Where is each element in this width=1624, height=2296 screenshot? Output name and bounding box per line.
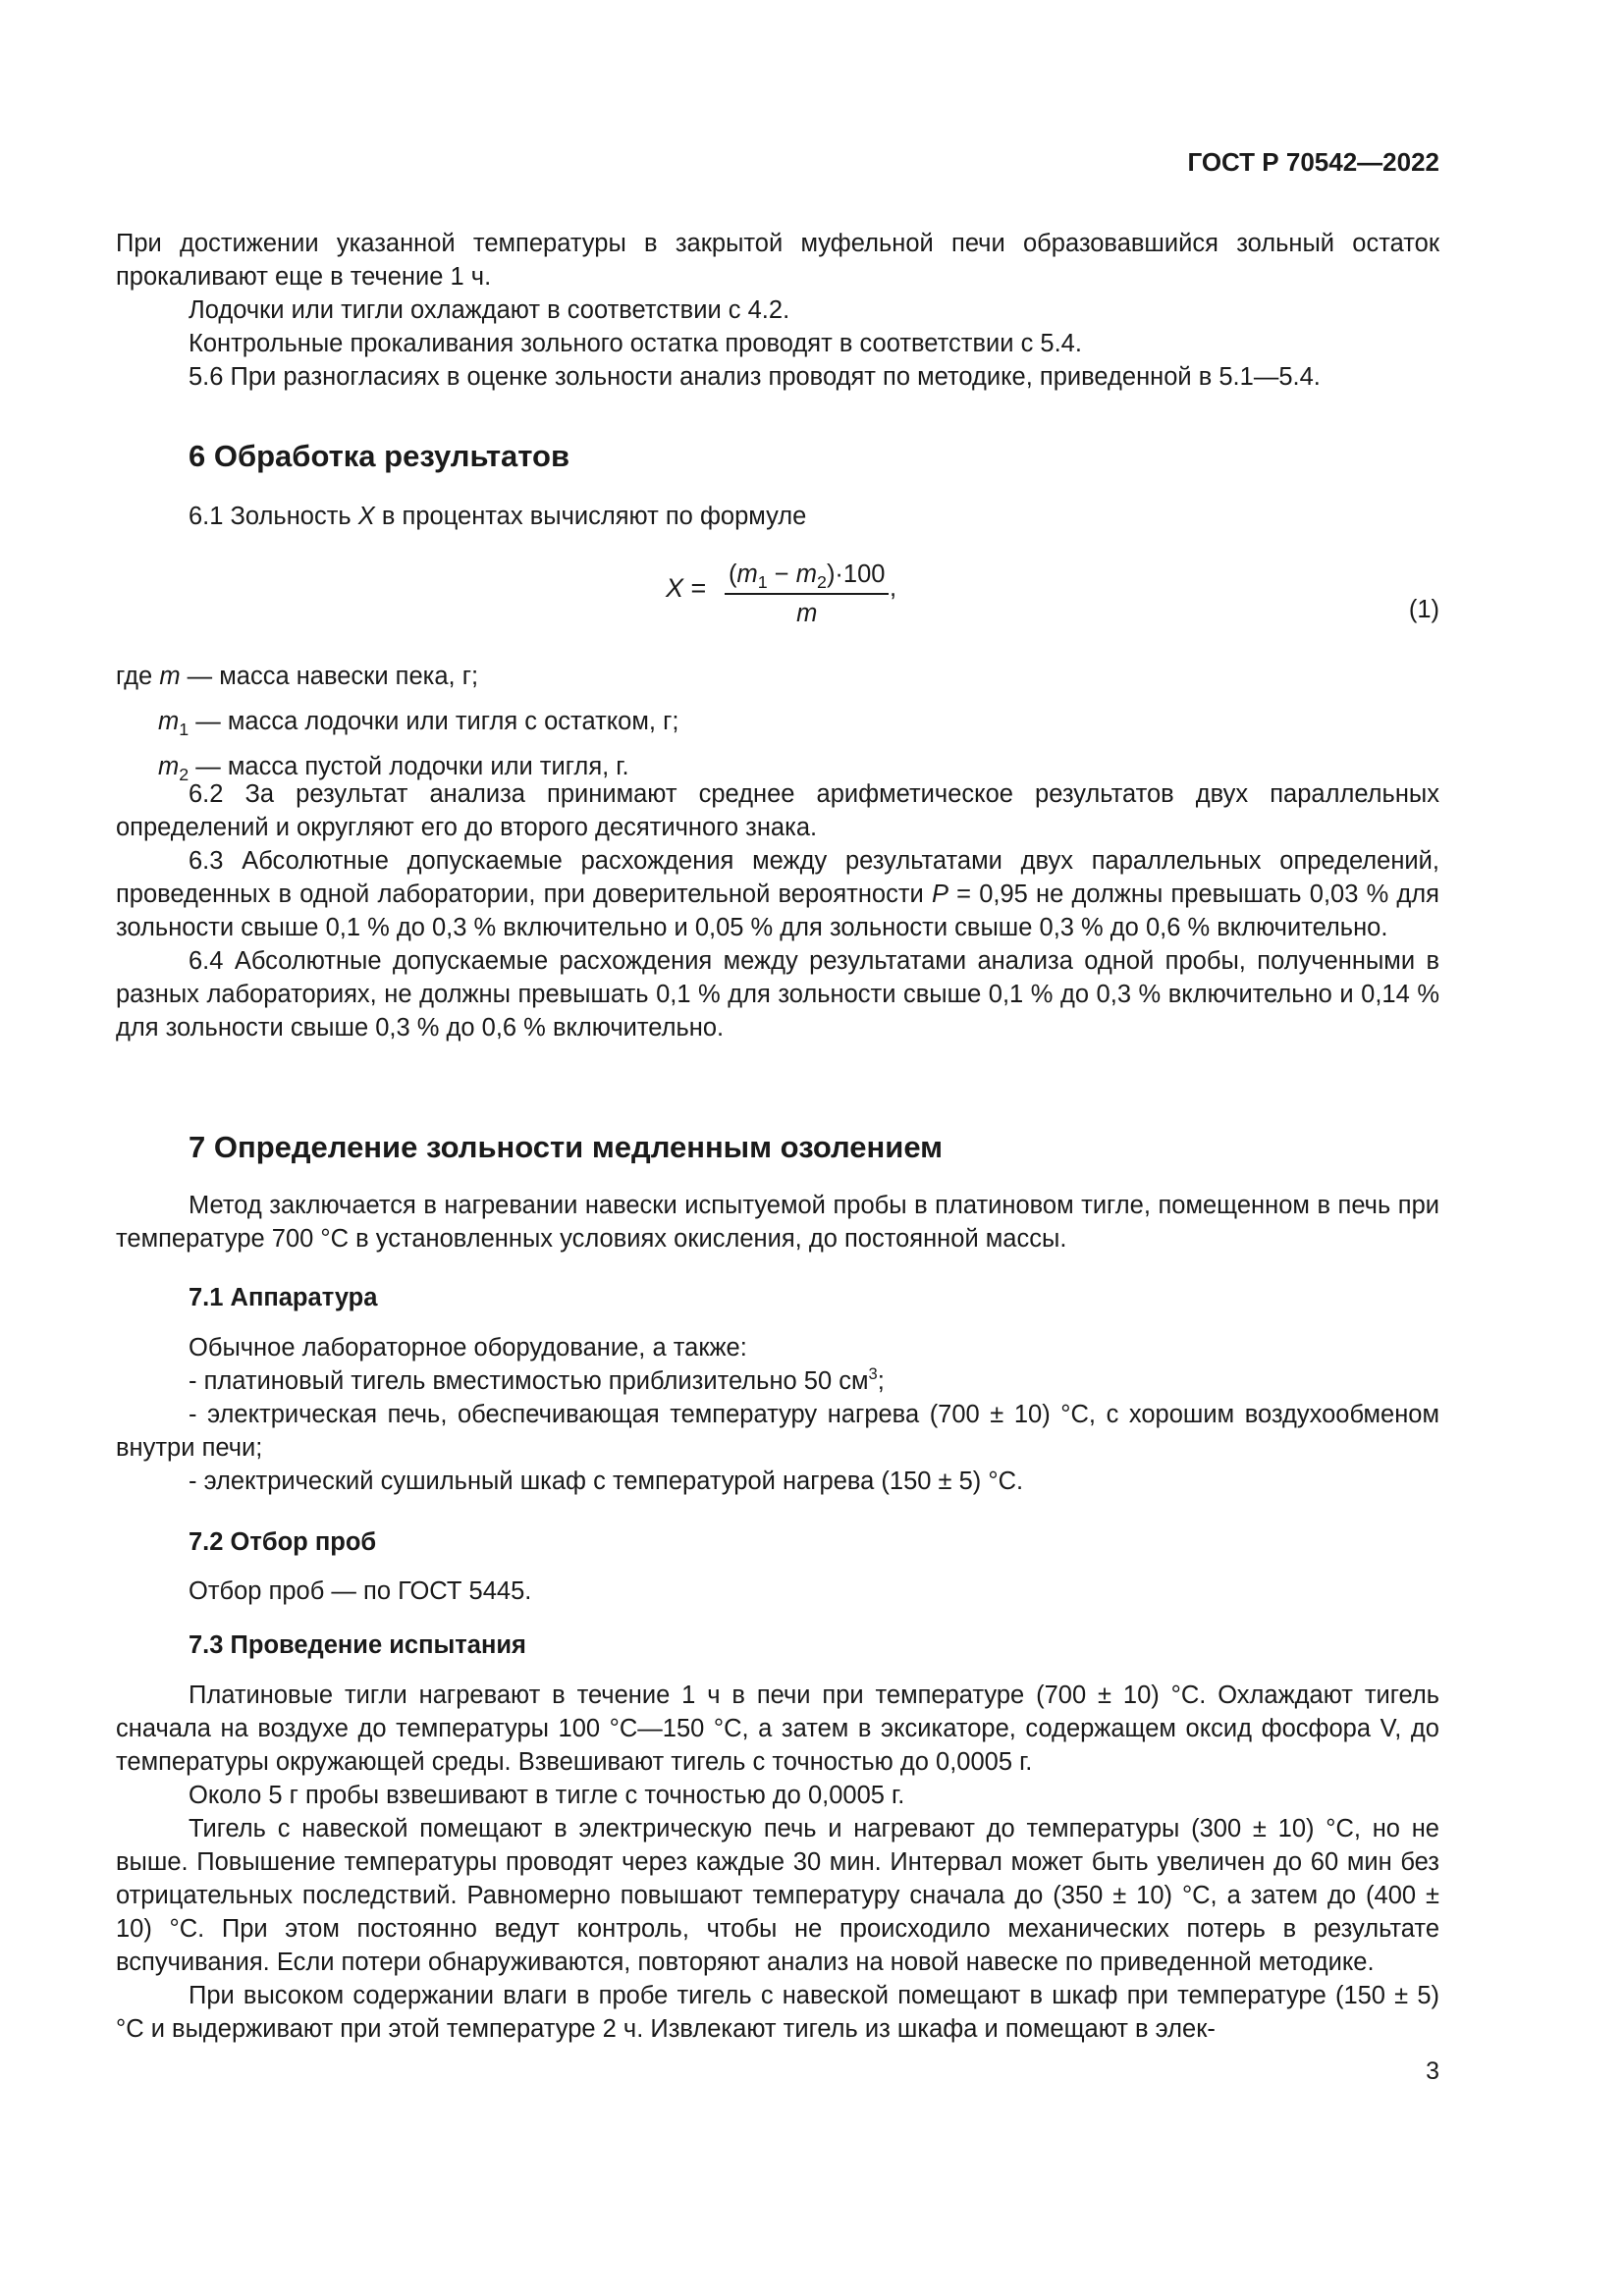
section-7-intro: Метод заключается в нагревании навески испытуемой пробы в платиновом тигле, помещенном в печь при температуре 700 °С в установленных условиях окисления, до постоянной массы. (116, 1192, 1439, 1253)
where-item: $m_2$ — масса пустой лодочки или тигля, г. (158, 753, 629, 784)
paragraphs-6-2-to-6-4 (116, 777, 1439, 1044)
section-7-title: 7 Определение зольности медленным озолением (189, 1130, 944, 1164)
paragraph: При высоком содержании влаги в пробе тигель с навеской помещают в шкаф при температуре (150 ± 5) °С и выдерживают при этой температуре 2 ч. Извлекают тигель из шкафа и помещают в элек- (116, 1982, 1439, 2043)
list-item: - электрический сушильный шкаф с температурой нагрева (150 ± 5) °С. (189, 1468, 1024, 1495)
list-item: - электрическая печь, обеспечивающая температуру нагрева (700 ± 10) °С, с хорошим воздухообменом внутри печи; (116, 1401, 1439, 1462)
paragraph: Контрольные прокаливания зольного остатка проводят в соответствии с 5.4. (189, 330, 1082, 357)
paragraph: 5.6 При разногласиях в оценке зольности анализ проводят по методике, приведенной в 5.1—5.4. (189, 363, 1321, 391)
list-item: - платиновый тигель вместимостью приблизительно 50 $см^3$; (189, 1364, 885, 1395)
page-number: 3 (1426, 2057, 1439, 2085)
paragraph: Платиновые тигли нагревают в течение 1 ч в печи при температуре (700 ± 10) °С. Охлаждают тигель сначала на воздухе до температуры 100 °С—150 °С, а затем в эксикаторе, содержащем оксид фосфора V, до температуры окружающей среды. Взвешивают тигель с точностью до 0,0005 г. (116, 1682, 1439, 1776)
section-6-title: 6 Обработка результатов (189, 439, 570, 473)
formula-1: X = $\frac{(m_1 - m_2)\cdot 100}{m}$ , (666, 558, 1058, 636)
document-header: ГОСТ Р 70542—2022 (1187, 147, 1439, 177)
paragraph-6-4: 6.4 Абсолютные допускаемые расхождения между результатами анализа одной пробы, полученными в разных лабораториях, не должны превышать 0,1 % для зольности свыше 0,1 % до 0,3 % включительно и 0,14 % для зольности свыше 0,3 % до 0,6 % включительно. (116, 947, 1439, 1041)
subsection-7-2-body: Отбор проб — по ГОСТ 5445. (189, 1577, 532, 1605)
subsection-7-1-body: Обычное лабораторное оборудование, а также: - платиновый тигель вместимостью приблизительно 50 $см^3$; - электрическая печь, обеспечивающая температуру нагрева (700 ± 10) °С, с хорошим воздухообменом внутри печи; - электрический сушильный шкаф с температурой нагрева (150 ± 5) °С. (116, 1331, 1439, 1498)
formula-number: (1) (1408, 596, 1439, 623)
where-list (116, 660, 1439, 783)
subsection-7-1-title: 7.1 Аппаратура (189, 1284, 378, 1311)
subsection-7-2-title: 7.2 Отбор проб (189, 1528, 377, 1556)
subsection-7-3-body (116, 1679, 1439, 2046)
paragraph: При достижении указанной температуры в закрытой муфельной печи образовавшийся зольный остаток прокаливают еще в течение 1 ч. (116, 230, 1439, 291)
subsection-7-3-title: 7.3 Проведение испытания (189, 1631, 526, 1659)
paragraph: Около 5 г пробы взвешивают в тигле с точностью до 0,0005 г. (189, 1782, 905, 1809)
paragraph-6-2: 6.2 За результат анализа принимают среднее арифметическое результатов двух параллельных определений и округляют его до второго десятичного знака. (116, 780, 1439, 841)
where-item: $m_1$ — масса лодочки или тигля с остатком, г; (158, 708, 679, 739)
paragraph: Лодочки или тигли охлаждают в соответствии с 4.2. (189, 296, 790, 324)
where-item: где m — масса навески пека, г; (116, 663, 479, 690)
top-paragraphs (116, 227, 1439, 394)
paragraph-6-1: 6.1 Зольность X в процентах вычисляют по формуле (189, 503, 807, 530)
paragraph: Тигель с навеской помещают в электрическую печь и нагревают до температуры (300 ± 10) °С, но не выше. Повышение температуры проводят через каждые 30 мин. Интервал может быть увеличен до 60 мин без отрицательных последствий. Равномерно повышают температуру сначала до (350 ± 10) °С, а затем до (400 ± 10) °С. При этом постоянно ведут контроль, чтобы не происходило механических потерь в результате вспучивания. Если потери обнаруживаются, повторяют анализ на новой навеске по приведенной методике. (116, 1815, 1439, 1976)
paragraph-6-3: 6.3 Абсолютные допускаемые расхождения между результатами двух параллельных определений, проведенных в одной лаборатории, при доверительной вероятности P = 0,95 не должны превышать 0,03 % для зольности свыше 0,1 % до 0,3 % включительно и 0,05 % для зольности свыше 0,3 % до 0,6 % включительно. (116, 847, 1439, 941)
